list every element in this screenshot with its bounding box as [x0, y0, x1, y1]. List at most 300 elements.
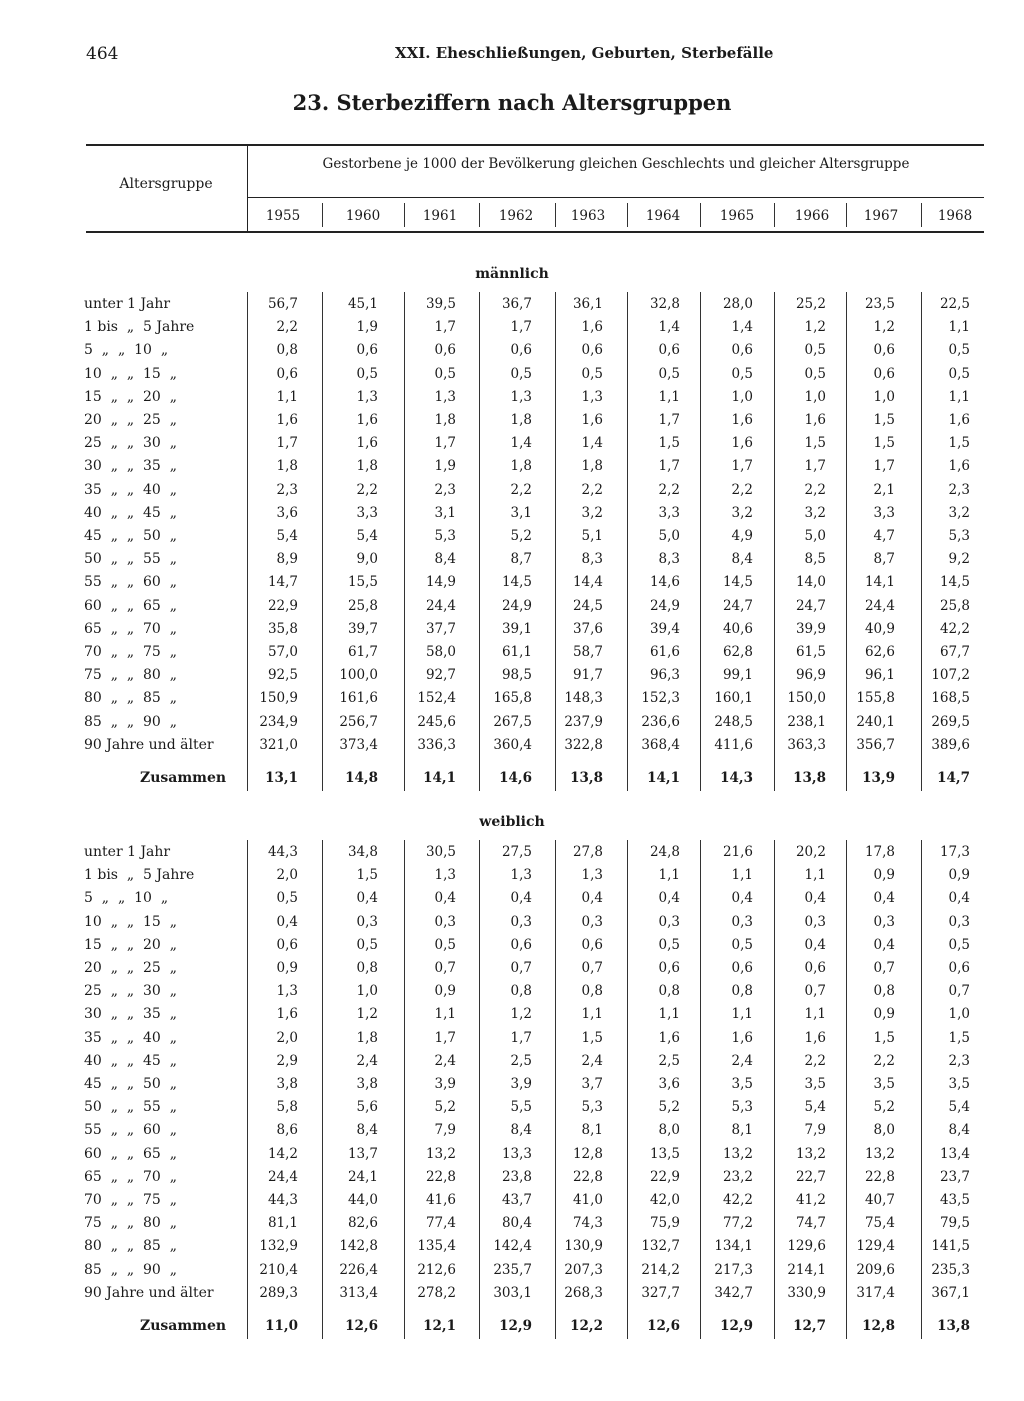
rate-cell: 13,7	[347, 1145, 378, 1162]
rate-cell: 1,2	[873, 319, 895, 336]
rate-cell: 268,3	[564, 1284, 603, 1301]
column-divider	[404, 203, 405, 227]
rate-cell: 8,3	[658, 551, 680, 568]
table-row	[0, 574, 1024, 597]
column-divider	[555, 292, 556, 791]
rate-cell: 1,6	[804, 1029, 826, 1046]
rate-cell: 1,7	[731, 458, 753, 475]
rate-cell: 5,4	[804, 1099, 826, 1116]
rate-cell: 129,6	[787, 1238, 826, 1255]
age-group-label: 30 „ „ 35 „	[84, 458, 177, 475]
rate-cell: 237,9	[564, 713, 603, 730]
rate-cell: 5,4	[356, 528, 378, 544]
rate-cell: 152,3	[641, 690, 680, 707]
rate-cell: 42,2	[722, 1192, 753, 1208]
age-group-label: 70 „ „ 75 „	[84, 1192, 177, 1208]
rate-cell: 1,7	[276, 435, 298, 452]
running-head: XXI. Eheschließungen, Geburten, Sterbefälle	[395, 44, 774, 62]
rate-cell: 14,4	[572, 574, 603, 591]
rate-cell: 2,2	[804, 481, 826, 498]
table-row	[0, 667, 1024, 690]
rate-cell: 0,7	[510, 960, 532, 976]
rate-cell: 1,8	[581, 458, 603, 475]
rate-cell: 13,2	[722, 1145, 753, 1162]
rate-cell: 14,7	[937, 770, 970, 786]
rate-cell: 12,8	[572, 1145, 603, 1162]
rate-cell: 0,3	[731, 913, 753, 930]
rate-cell: 3,3	[356, 504, 378, 521]
age-group-label: 35 „ „ 40 „	[84, 1029, 177, 1046]
rate-cell: 75,4	[864, 1215, 895, 1232]
rate-cell: 0,7	[581, 960, 603, 976]
rate-cell: 0,6	[731, 960, 753, 976]
column-divider	[322, 840, 323, 1339]
rate-cell: 37,6	[572, 620, 603, 637]
rate-cell: 1,6	[948, 458, 970, 475]
rate-cell: 30,5	[425, 844, 456, 860]
rate-cell: 0,5	[581, 365, 603, 382]
table-row	[0, 1099, 1024, 1122]
rate-cell: 0,7	[948, 983, 970, 1000]
rate-cell: 12,7	[793, 1318, 826, 1334]
rate-cell: 0,4	[581, 890, 603, 907]
rate-cell: 1,2	[804, 319, 826, 336]
rate-cell: 41,0	[572, 1192, 603, 1208]
rate-cell: 245,6	[417, 713, 456, 730]
table-row	[0, 342, 1024, 365]
rate-cell: 130,9	[564, 1238, 603, 1255]
rate-cell: 1,6	[581, 319, 603, 336]
rate-cell: 13,2	[864, 1145, 895, 1162]
rate-cell: 5,0	[804, 528, 826, 544]
column-divider	[627, 840, 628, 1339]
rate-cell: 2,2	[731, 481, 753, 498]
rate-cell: 8,7	[873, 551, 895, 568]
rate-cell: 35,8	[267, 620, 298, 637]
age-group-label: 60 „ „ 65 „	[84, 1145, 177, 1162]
rate-cell: 411,6	[714, 736, 753, 753]
rate-cell: 1,3	[276, 983, 298, 1000]
rate-cell: 2,2	[356, 481, 378, 498]
rate-cell: 1,1	[434, 1006, 456, 1023]
rate-cell: 134,1	[714, 1238, 753, 1255]
age-group-label: 75 „ „ 80 „	[84, 667, 177, 684]
rate-cell: 356,7	[856, 736, 895, 753]
rate-cell: 3,5	[804, 1076, 826, 1092]
rate-cell: 75,9	[649, 1215, 680, 1232]
column-divider	[322, 292, 323, 791]
rate-cell: 1,6	[731, 412, 753, 428]
rate-cell: 44,3	[267, 844, 298, 860]
column-divider	[774, 203, 775, 227]
rate-cell: 24,8	[649, 844, 680, 860]
column-divider	[555, 203, 556, 227]
rate-cell: 1,5	[356, 867, 378, 884]
rate-cell: 12,9	[720, 1318, 753, 1334]
age-group-label: 75 „ „ 80 „	[84, 1215, 177, 1232]
column-divider	[774, 292, 775, 791]
rate-cell: 363,3	[787, 736, 826, 753]
table-row	[0, 1238, 1024, 1261]
rate-cell: 1,5	[804, 435, 826, 452]
table-row	[0, 890, 1024, 913]
rate-cell: 0,4	[873, 890, 895, 907]
rate-cell: 161,6	[339, 690, 378, 707]
rate-cell: 1,4	[581, 435, 603, 452]
rate-cell: 14,3	[720, 770, 753, 786]
rate-cell: 39,5	[425, 296, 456, 312]
rate-cell: 207,3	[564, 1261, 603, 1278]
rate-cell: 368,4	[641, 736, 680, 753]
age-group-label: 25 „ „ 30 „	[84, 435, 177, 452]
rate-cell: 24,5	[572, 597, 603, 614]
rate-cell: 25,8	[939, 597, 970, 614]
rate-cell: 41,6	[425, 1192, 456, 1208]
rate-cell: 0,5	[356, 936, 378, 953]
table-row	[0, 1030, 1024, 1053]
rate-cell: 107,2	[931, 667, 970, 684]
table-row	[0, 458, 1024, 481]
rate-cell: 0,8	[658, 983, 680, 1000]
rate-cell: 1,7	[434, 435, 456, 452]
rate-cell: 217,3	[714, 1261, 753, 1278]
rate-cell: 77,4	[425, 1215, 456, 1232]
column-divider	[774, 840, 775, 1339]
rate-cell: 7,9	[804, 1122, 826, 1139]
rate-cell: 57,0	[267, 644, 298, 660]
age-group-label: unter 1 Jahr	[84, 296, 171, 312]
rate-cell: 3,6	[276, 504, 298, 521]
age-group-label: 65 „ „ 70 „	[84, 620, 177, 637]
rate-cell: 22,5	[939, 296, 970, 312]
age-group-label: 70 „ „ 75 „	[84, 644, 177, 660]
rate-cell: 0,7	[873, 960, 895, 976]
rate-cell: 14,1	[423, 770, 456, 786]
age-group-label: unter 1 Jahr	[84, 844, 171, 860]
age-group-label: 10 „ „ 15 „	[84, 365, 177, 382]
rate-cell: 12,1	[423, 1318, 456, 1334]
rate-cell: 1,8	[434, 412, 456, 428]
rate-cell: 9,2	[948, 551, 970, 568]
rate-cell: 321,0	[259, 736, 298, 753]
rate-cell: 1,6	[581, 412, 603, 428]
year-header: 1966	[794, 208, 830, 224]
rate-cell: 389,6	[931, 736, 970, 753]
rate-cell: 0,3	[658, 913, 680, 930]
column-divider	[921, 840, 922, 1339]
rate-cell: 1,6	[804, 412, 826, 428]
rate-cell: 24,1	[347, 1168, 378, 1185]
rate-cell: 12,6	[345, 1318, 378, 1334]
rate-cell: 4,7	[873, 528, 895, 544]
rate-cell: 322,8	[564, 736, 603, 753]
rate-cell: 12,8	[862, 1318, 895, 1334]
rate-cell: 236,6	[641, 713, 680, 730]
year-header: 1968	[937, 208, 973, 224]
rate-cell: 3,9	[510, 1076, 532, 1092]
rate-cell: 14,5	[501, 574, 532, 591]
rate-cell: 0,6	[510, 936, 532, 953]
table-row	[0, 528, 1024, 551]
rate-cell: 0,8	[581, 983, 603, 1000]
rate-cell: 3,5	[731, 1076, 753, 1092]
rate-cell: 96,9	[795, 667, 826, 684]
rate-cell: 39,9	[795, 620, 826, 637]
rate-cell: 24,9	[649, 597, 680, 614]
rate-cell: 0,8	[356, 960, 378, 976]
age-group-label: 90 Jahre und älter	[84, 1284, 214, 1301]
rate-cell: 14,8	[345, 770, 378, 786]
rate-cell: 212,6	[417, 1261, 456, 1278]
rate-cell: 39,1	[501, 620, 532, 637]
table-row	[0, 1006, 1024, 1029]
rate-cell: 160,1	[714, 690, 753, 707]
column-divider	[627, 292, 628, 791]
rate-cell: 1,1	[658, 1006, 680, 1023]
rate-cell: 0,5	[658, 936, 680, 953]
rate-cell: 3,1	[510, 504, 532, 521]
rate-cell: 56,7	[267, 296, 298, 312]
rate-cell: 155,8	[856, 690, 895, 707]
age-group-label: 1 bis „ 5 Jahre	[84, 319, 195, 336]
rate-cell: 360,4	[493, 736, 532, 753]
rate-cell: 8,4	[731, 551, 753, 568]
rate-cell: 25,8	[347, 597, 378, 614]
rate-cell: 1,0	[948, 1006, 970, 1023]
year-header: 1964	[645, 208, 681, 224]
column-divider	[700, 840, 701, 1339]
rate-cell: 150,0	[787, 690, 826, 707]
rate-cell: 0,5	[804, 365, 826, 382]
rate-cell: 0,4	[510, 890, 532, 907]
rate-cell: 1,7	[658, 458, 680, 475]
rate-cell: 1,5	[873, 412, 895, 428]
rate-cell: 269,5	[931, 713, 970, 730]
rate-cell: 1,5	[873, 435, 895, 452]
rate-cell: 0,6	[873, 365, 895, 382]
rate-cell: 1,0	[873, 388, 895, 405]
rate-cell: 3,2	[804, 504, 826, 521]
rate-cell: 1,1	[658, 388, 680, 405]
rate-cell: 12,9	[499, 1318, 532, 1334]
rate-cell: 1,3	[434, 867, 456, 884]
table-row	[0, 296, 1024, 319]
rate-cell: 13,5	[649, 1145, 680, 1162]
rate-cell: 3,3	[873, 504, 895, 521]
rate-cell: 5,2	[510, 528, 532, 544]
rate-cell: 210,4	[259, 1261, 298, 1278]
age-group-label: 30 „ „ 35 „	[84, 1006, 177, 1023]
rate-cell: 0,3	[510, 913, 532, 930]
rate-cell: 1,9	[356, 319, 378, 336]
rate-cell: 22,8	[572, 1168, 603, 1185]
rate-cell: 5,3	[731, 1099, 753, 1116]
age-group-label: 20 „ „ 25 „	[84, 960, 177, 976]
rate-cell: 0,4	[804, 890, 826, 907]
rate-cell: 9,0	[356, 551, 378, 568]
rate-cell: 1,1	[804, 1006, 826, 1023]
rate-cell: 238,1	[787, 713, 826, 730]
table-row	[0, 983, 1024, 1006]
section-title: weiblich	[479, 814, 545, 830]
rate-cell: 303,1	[493, 1284, 532, 1301]
rate-cell: 3,2	[948, 504, 970, 521]
rate-cell: 0,5	[731, 936, 753, 953]
rate-cell: 98,5	[501, 667, 532, 684]
table-row	[0, 1053, 1024, 1076]
rate-cell: 235,3	[931, 1261, 970, 1278]
rate-cell: 0,4	[356, 890, 378, 907]
rate-cell: 61,6	[649, 644, 680, 660]
rate-cell: 0,7	[804, 983, 826, 1000]
rate-cell: 96,1	[864, 667, 895, 684]
column-divider	[322, 203, 323, 227]
table-row	[0, 1122, 1024, 1145]
rate-cell: 5,1	[581, 528, 603, 544]
rate-cell: 0,4	[804, 936, 826, 953]
rate-cell: 0,6	[356, 342, 378, 359]
rate-cell: 141,5	[931, 1238, 970, 1255]
rate-cell: 2,9	[276, 1052, 298, 1069]
rate-cell: 20,2	[795, 844, 826, 860]
rate-cell: 2,4	[581, 1052, 603, 1069]
rate-cell: 13,8	[937, 1318, 970, 1334]
rate-cell: 1,4	[510, 435, 532, 452]
table-row	[0, 435, 1024, 458]
rate-cell: 40,6	[722, 620, 753, 637]
rate-cell: 13,8	[793, 770, 826, 786]
year-header: 1965	[719, 208, 755, 224]
rate-cell: 32,8	[649, 296, 680, 312]
column-divider	[700, 292, 701, 791]
rate-cell: 1,7	[434, 319, 456, 336]
rate-cell: 14,1	[864, 574, 895, 591]
rate-cell: 11,0	[265, 1318, 298, 1334]
rate-cell: 8,0	[873, 1122, 895, 1139]
rate-cell: 3,2	[581, 504, 603, 521]
age-group-label: 60 „ „ 65 „	[84, 597, 177, 614]
rate-cell: 1,4	[731, 319, 753, 336]
rate-cell: 4,9	[731, 528, 753, 544]
age-group-label: Zusammen	[140, 770, 227, 786]
column-divider	[846, 840, 847, 1339]
rate-cell: 0,9	[948, 867, 970, 884]
rate-cell: 1,6	[356, 412, 378, 428]
rate-cell: 36,1	[572, 296, 603, 312]
rate-cell: 91,7	[572, 667, 603, 684]
rate-cell: 5,2	[658, 1099, 680, 1116]
rate-cell: 1,6	[948, 412, 970, 428]
age-group-label: 85 „ „ 90 „	[84, 713, 177, 730]
rate-cell: 3,8	[356, 1076, 378, 1092]
rate-cell: 0,9	[434, 983, 456, 1000]
rate-cell: 14,5	[939, 574, 970, 591]
rate-cell: 5,6	[356, 1099, 378, 1116]
rate-cell: 373,4	[339, 736, 378, 753]
rate-cell: 0,6	[658, 960, 680, 976]
rate-cell: 2,3	[276, 481, 298, 498]
table-row	[0, 914, 1024, 937]
rate-cell: 214,2	[641, 1261, 680, 1278]
rate-cell: 0,6	[581, 342, 603, 359]
age-group-label: 90 Jahre und älter	[84, 736, 214, 753]
rate-cell: 3,5	[873, 1076, 895, 1092]
rate-cell: 0,8	[731, 983, 753, 1000]
rate-cell: 3,6	[658, 1076, 680, 1092]
section-title: männlich	[475, 266, 549, 282]
age-group-label: 55 „ „ 60 „	[84, 1122, 177, 1139]
table-row	[0, 1262, 1024, 1285]
rate-cell: 2,4	[356, 1052, 378, 1069]
rate-cell: 45,1	[347, 296, 378, 312]
rate-cell: 0,6	[510, 342, 532, 359]
rate-cell: 256,7	[339, 713, 378, 730]
rate-cell: 14,0	[795, 574, 826, 591]
rate-cell: 142,4	[493, 1238, 532, 1255]
year-header: 1963	[570, 208, 606, 224]
rate-cell: 135,4	[417, 1238, 456, 1255]
rate-cell: 1,7	[658, 412, 680, 428]
column-divider	[404, 292, 405, 791]
rate-cell: 0,5	[948, 365, 970, 382]
rate-cell: 13,2	[795, 1145, 826, 1162]
rate-cell: 2,5	[658, 1052, 680, 1069]
rate-cell: 2,1	[873, 481, 895, 498]
rate-cell: 0,6	[276, 365, 298, 382]
rate-cell: 1,3	[510, 388, 532, 405]
rate-cell: 1,7	[510, 319, 532, 336]
rate-cell: 0,6	[873, 342, 895, 359]
rate-cell: 1,6	[276, 412, 298, 428]
rate-cell: 1,5	[873, 1029, 895, 1046]
rate-cell: 24,4	[267, 1168, 298, 1185]
column-divider	[700, 203, 701, 227]
rate-cell: 1,1	[948, 388, 970, 405]
rate-cell: 15,5	[347, 574, 378, 591]
rate-cell: 23,8	[501, 1168, 532, 1185]
rate-cell: 0,6	[434, 342, 456, 359]
rate-cell: 3,3	[658, 504, 680, 521]
rate-cell: 278,2	[417, 1284, 456, 1301]
rate-cell: 2,4	[731, 1052, 753, 1069]
rate-cell: 0,3	[581, 913, 603, 930]
age-group-label: 5 „ „ 10 „	[84, 342, 169, 359]
rate-cell: 0,5	[731, 365, 753, 382]
rate-cell: 58,0	[425, 644, 456, 660]
table-row	[0, 1192, 1024, 1215]
year-header: 1955	[265, 208, 301, 224]
rate-cell: 1,6	[658, 1029, 680, 1046]
rate-cell: 1,7	[434, 1029, 456, 1046]
rate-cell: 7,9	[434, 1122, 456, 1139]
rate-cell: 5,2	[873, 1099, 895, 1116]
rate-cell: 0,6	[948, 960, 970, 976]
rate-cell: 28,0	[722, 296, 753, 312]
rate-cell: 8,4	[510, 1122, 532, 1139]
table-row	[0, 551, 1024, 574]
age-group-label: 50 „ „ 55 „	[84, 1099, 177, 1116]
rate-cell: 2,0	[276, 1029, 298, 1046]
rate-cell: 1,6	[731, 435, 753, 452]
rate-cell: 2,2	[510, 481, 532, 498]
rate-cell: 0,6	[581, 936, 603, 953]
total-row	[0, 1318, 1024, 1341]
rate-cell: 0,4	[658, 890, 680, 907]
rate-cell: 0,8	[873, 983, 895, 1000]
rate-cell: 100,0	[339, 667, 378, 684]
table-row	[0, 937, 1024, 960]
table-row	[0, 867, 1024, 890]
